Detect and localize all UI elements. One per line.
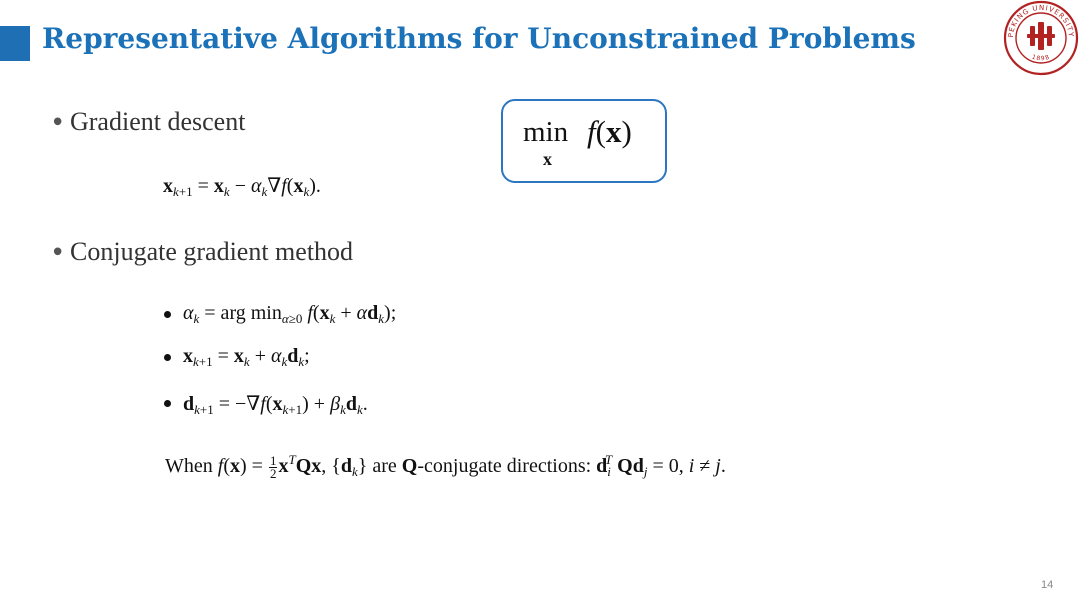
bullet-conjugate-gradient: Conjugate gradient method xyxy=(70,237,354,266)
bullet-marker: • xyxy=(50,238,66,268)
title-accent-bar xyxy=(0,26,30,61)
svg-text:1898 xyxy=(1031,54,1051,63)
step-bullet xyxy=(164,311,171,318)
bullet-marker: • xyxy=(50,108,66,138)
seal-ring-text: PEKING UNIVERSITY xyxy=(1006,3,1076,38)
step-bullet xyxy=(164,400,171,407)
seal-year: 1898 xyxy=(1030,53,1052,63)
gradient-descent-formula: $x_{k+1} = x_k - \alpha_k\nabla f(x_k)$. xyxy=(163,175,321,199)
min-subscript: x xyxy=(543,149,552,169)
objective-function: f(x) xyxy=(587,114,632,149)
cg-step-d: $d_{k+1} = -\nabla f(x_{k+1}) + \beta_kd_k$. xyxy=(183,393,368,417)
cg-step-alpha: $\alpha_k$ = arg $\min_{\alpha\ge 0} f(x_k + \alpha d_k)$; xyxy=(183,302,397,326)
slide-title: Representative Algorithms for Unconstrained Problems xyxy=(42,22,916,55)
peking-university-seal-icon xyxy=(1003,0,1079,76)
cg-step-x: $x_{k+1} = x_k + \alpha_kd_k$; xyxy=(183,345,310,369)
min-operator: min xyxy=(523,116,569,148)
page-number: 14 xyxy=(1041,579,1054,591)
bullet-gradient-descent: Gradient descent xyxy=(70,107,246,136)
conjugate-directions-note: When f(x) = $\frac{1}{2}$ $x^TQx$, $\{d_k\}$ are Q-conjugate directions: $d_i^T$ $Qd_j = 0$, i ≠ j. xyxy=(165,452,726,481)
step-bullet xyxy=(164,354,171,361)
